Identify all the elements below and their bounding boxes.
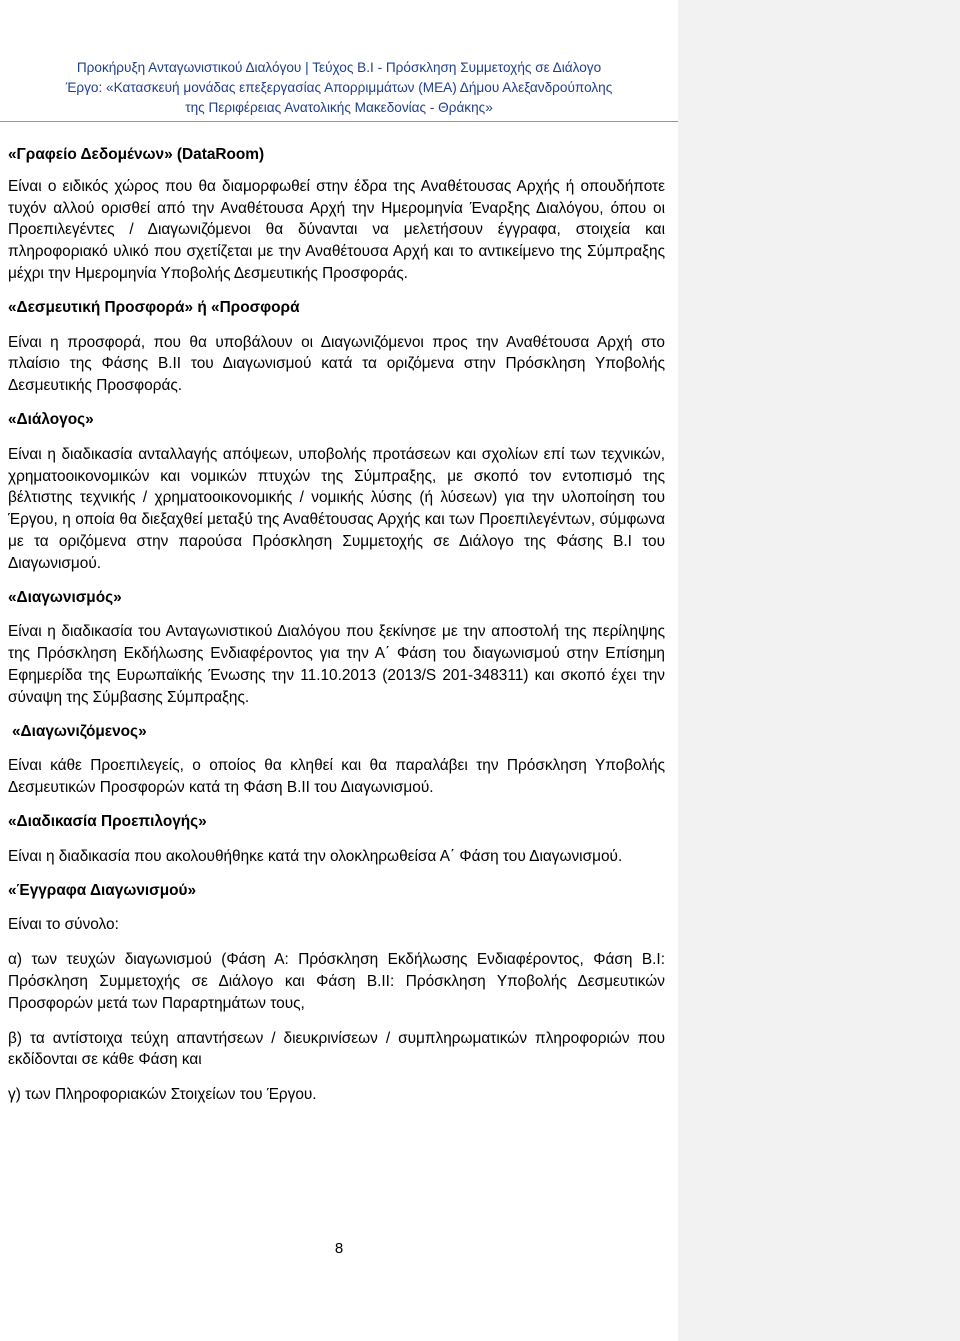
comment-margin bbox=[678, 0, 960, 1341]
definition-heading-tender-documents: «Έγγραφα Διαγωνισμού» bbox=[8, 881, 197, 899]
header-line-3: της Περιφέρειας Ανατολικής Μακεδονίας - Θράκης» bbox=[185, 100, 493, 115]
definition-item-c: γ) των Πληροφοριακών Στοιχείων του Έργου. bbox=[8, 1086, 317, 1104]
definition-heading-tender: «Διαγωνισμός» bbox=[8, 588, 122, 606]
definition-heading-dialogue: «Διάλογος» bbox=[8, 410, 94, 428]
definition-text-preselection: Είναι η διαδικασία που ακολουθήθηκε κατά την ολοκληρωθείσα Α΄ Φάση του Διαγωνισμού. bbox=[8, 847, 623, 865]
definition-text-bidder: Είναι κάθε Προεπιλεγείς, ο οποίος θα κληθεί και θα παραλάβει την Πρόσκληση Υποβολής Δεσμευτικών Προσφορών κατά τη Φάση Β.ΙΙ του Διαγωνισμού. bbox=[8, 757, 665, 797]
definition-item-a: α) των τευχών διαγωνισμού (Φάση Α: Πρόσκληση Εκδήλωσης Ενδιαφέροντος, Φάση Β.Ι: Πρόσκληση Συμμετοχής σε Διάλογο και Φάση Β.ΙΙ: Πρόσκληση Υποβολής Δεσμευτικών Προσφορών μετά των Παραρτημάτων τους, bbox=[8, 951, 665, 1012]
header-divider bbox=[0, 121, 678, 122]
definition-heading-dataroom: «Γραφείο Δεδομένων» (DataRoom) bbox=[8, 146, 265, 163]
definition-text-dataroom: Είναι ο ειδικός χώρος που θα διαμορφωθεί στην έδρα της Αναθέτουσας Αρχής ή οπουδήποτε τυχόν αλλού ορισθεί από την Αναθέτουσα Αρχή την Ημερομηνία Έναρξης Διαλόγου, όπου οι Προεπιλεγέντες / Διαγωνιζόμενοι θα δύνανται να μελετήσουν έγγραφα, στοιχεία και πληροφοριακό υλικό που σχετίζεται με την Αναθέτουσα Αρχή και το αντικείμενο της Σύμπραξης μέχρι την Ημερομηνία Υποβολής Δεσμευτικής Προσφοράς. bbox=[8, 177, 665, 282]
definition-text-dialogue: Είναι η διαδικασία ανταλλαγής απόψεων, υποβολής προτάσεων και σχολίων επί των τεχνικών, χρηματοοικονομικών και νομικών πτυχών της Σύμπραξης, με σκοπό τον εντοπισμό της βέλτιστης τεχνικής / χρηματοοικονομικής / νομικής λύσης (ή λύσεων) για την υλοποίηση του Έργου, η οποία θα διεξαχθεί μεταξύ της Αναθέτουσας Αρχής και των Προεπιλεγέντων, σύμφωνα με τα οριζόμενα στην παρούσα Πρόσκληση Συμμετοχής σε Διάλογο της Φάσης Β.Ι του Διαγωνισμού. bbox=[8, 445, 665, 572]
definition-item-b: β) τα αντίστοιχα τεύχη απαντήσεων / διευκρινίσεων / συμπληρωματικών πληροφοριών που εκδίδονται σε κάθε Φάση και bbox=[8, 1029, 665, 1069]
document-body bbox=[8, 144, 665, 1106]
definition-text-tender-documents-intro: Είναι το σύνολο: bbox=[8, 916, 119, 934]
definition-heading-preselection: «Διαδικασία Προεπιλογής» bbox=[8, 812, 207, 830]
definition-text-binding-offer: Είναι η προσφορά, που θα υποβάλουν οι Διαγωνιζόμενοι προς την Αναθέτουσα Αρχή στο πλαίσιο της Φάσης Β.ΙΙ του Διαγωνισμού κατά τα οριζόμενα στην Πρόσκληση Υποβολής Δεσμευτικής Προσφοράς. bbox=[8, 333, 665, 395]
header-line-2: Έργο: «Κατασκευή μονάδας επεξεργασίας Απορριμμάτων (ΜΕΑ) Δήμου Αλεξανδρούπολης bbox=[65, 80, 613, 95]
page-header bbox=[0, 58, 678, 118]
page-number: 8 bbox=[334, 1240, 344, 1257]
definition-text-tender: Είναι η διαδικασία του Ανταγωνιστικού Διαλόγου που ξεκίνησε με την αποστολή της περίληψης της Πρόσκληση Εκδήλωσης Ενδιαφέροντος για την Α΄ Φάση του διαγωνισμού στην Επίσημη Εφημερίδα της Ευρωπαϊκής Ένωσης την 11.10.2013 (2013/S 201-348311) και σκοπό έχει την σύναψη της Σύμβασης Σύμπραξης. bbox=[8, 623, 665, 706]
header-line-1: Προκήρυξη Ανταγωνιστικού Διαλόγου | Τεύχος Β.Ι - Πρόσκληση Συμμετοχής σε Διάλογο bbox=[76, 60, 602, 75]
definition-heading-binding-offer: «Δεσμευτική Προσφορά» ή «Προσφορά bbox=[8, 298, 300, 316]
definition-heading-bidder: «Διαγωνιζόμενος» bbox=[12, 722, 147, 740]
